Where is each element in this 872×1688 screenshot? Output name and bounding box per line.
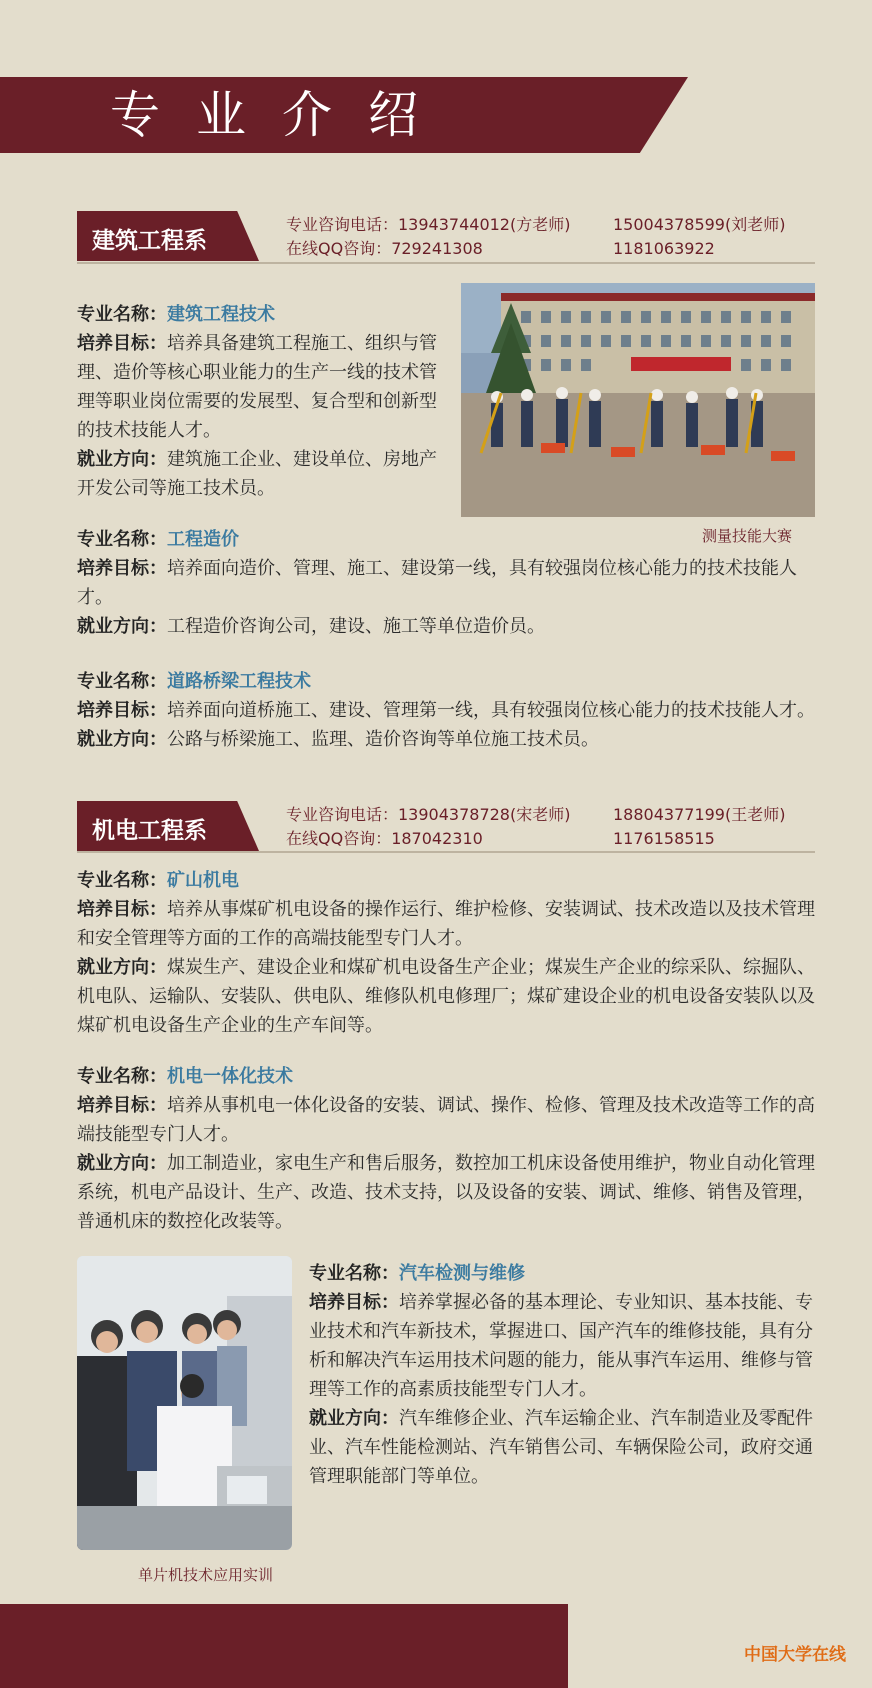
consult-qq: 在线QQ咨询：729241308 — [286, 239, 483, 258]
major-block — [309, 1259, 815, 1491]
major-name-label: 专业名称： — [77, 1066, 167, 1087]
major-name: 工程造价 — [167, 529, 239, 550]
major-block — [77, 1062, 815, 1236]
divider — [77, 851, 815, 853]
goal-label: 培养目标： — [309, 1292, 399, 1313]
career-text: 工程造价咨询公司，建设、施工等单位造价员。 — [167, 616, 545, 637]
goal-text: 培养面向道桥施工、建设、管理第一线，具有较强岗位核心能力的技术技能人才。 — [167, 700, 815, 721]
career-text: 公路与桥梁施工、监理、造价咨询等单位施工技术员。 — [167, 729, 599, 750]
career-label: 就业方向： — [77, 957, 167, 978]
major-block — [77, 525, 815, 641]
contact-info-architecture — [286, 213, 786, 261]
consult-phone-2: 15004378599(刘老师) — [613, 215, 786, 234]
career-text: 煤炭生产、建设企业和煤矿机电设备生产企业；煤炭生产企业的综采队、综掘队、机电队、运输队、安装队、供电队、维修队机电修理厂；煤矿建设企业的机电设备安装队以及煤矿机电设备生产企业的生产车间等。 — [77, 957, 815, 1036]
major-name: 汽车检测与维修 — [399, 1263, 525, 1284]
divider — [77, 262, 815, 264]
goal-text: 培养具备建筑工程施工、组织与管理、造价等核心职业能力的生产一线的技术管理等职业岗位需要的发展型、复合型和创新型的技术技能人才。 — [77, 333, 437, 441]
footer-bar — [0, 1604, 568, 1688]
major-name: 机电一体化技术 — [167, 1066, 293, 1087]
goal-label: 培养目标： — [77, 1095, 167, 1116]
consult-qq: 在线QQ咨询：187042310 — [286, 829, 483, 848]
major-block — [77, 667, 815, 754]
goal-text: 培养面向造价、管理、施工、建设第一线，具有较强岗位核心能力的技术技能人才。 — [77, 558, 797, 608]
career-label: 就业方向： — [77, 616, 167, 637]
dept-tag-label: 建筑工程系 — [92, 228, 207, 254]
goal-label: 培养目标： — [77, 558, 167, 579]
photo1-caption: 测量技能大赛 — [702, 527, 793, 545]
major-name-label: 专业名称： — [77, 671, 167, 692]
page-title: 专业介绍 — [110, 86, 454, 144]
consult-phone: 专业咨询电话：13943744012(方老师) — [286, 215, 571, 234]
consult-phone: 专业咨询电话：13904378728(宋老师) — [286, 805, 571, 824]
major-name-label: 专业名称： — [77, 529, 167, 550]
photo2-caption: 单片机技术应用实训 — [138, 1566, 274, 1584]
career-text: 建筑施工企业、建设单位、房地产开发公司等施工技术员。 — [77, 449, 437, 499]
goal-text: 培养从事机电一体化设备的安装、调试、操作、检修、管理及技术改造等工作的高端技能型专门人才。 — [77, 1095, 815, 1145]
major-block — [77, 866, 815, 1040]
goal-text: 培养从事煤矿机电设备的操作运行、维护检修、安装调试、技术改造以及技术管理和安全管理等方面的工作的高端技能型专门人才。 — [77, 899, 815, 949]
goal-label: 培养目标： — [77, 899, 167, 920]
career-label: 就业方向： — [309, 1408, 399, 1429]
career-label: 就业方向： — [77, 1153, 167, 1174]
goal-text: 培养掌握必备的基本理论、专业知识、基本技能、专业技术和汽车新技术，掌握进口、国产汽车的维修技能，具有分析和解决汽车运用技术问题的能力，能从事汽车运用、维修与管理等工作的高素质技能型专门人才。 — [309, 1292, 813, 1400]
dept-tag-label: 机电工程系 — [92, 818, 207, 844]
microcontroller-training-photo — [77, 1256, 292, 1550]
consult-phone-2: 18804377199(王老师) — [613, 805, 786, 824]
consult-qq-2: 1181063922 — [613, 239, 715, 258]
career-text: 汽车维修企业、汽车运输企业、汽车制造业及零配件业、汽车性能检测站、汽车销售公司、车辆保险公司，政府交通管理职能部门等单位。 — [309, 1408, 813, 1487]
major-name: 道路桥梁工程技术 — [167, 671, 311, 692]
surveying-contest-photo — [461, 283, 815, 517]
career-label: 就业方向： — [77, 729, 167, 750]
consult-qq-2: 1176158515 — [613, 829, 715, 848]
goal-label: 培养目标： — [77, 333, 167, 354]
major-name-label: 专业名称： — [77, 304, 167, 325]
contact-info-mechatronics — [286, 803, 786, 851]
major-block — [77, 300, 449, 503]
site-logo: 中国大学在线 — [744, 1645, 846, 1665]
major-name-label: 专业名称： — [77, 870, 167, 891]
major-name: 建筑工程技术 — [167, 304, 275, 325]
career-text: 加工制造业，家电生产和售后服务，数控加工机床设备使用维护，物业自动化管理系统，机电产品设计、生产、改造、技术支持，以及设备的安装、调试、维修、销售及管理，普通机床的数控化改装等。 — [77, 1153, 815, 1232]
goal-label: 培养目标： — [77, 700, 167, 721]
major-name-label: 专业名称： — [309, 1263, 399, 1284]
major-name: 矿山机电 — [167, 870, 239, 891]
career-label: 就业方向： — [77, 449, 167, 470]
